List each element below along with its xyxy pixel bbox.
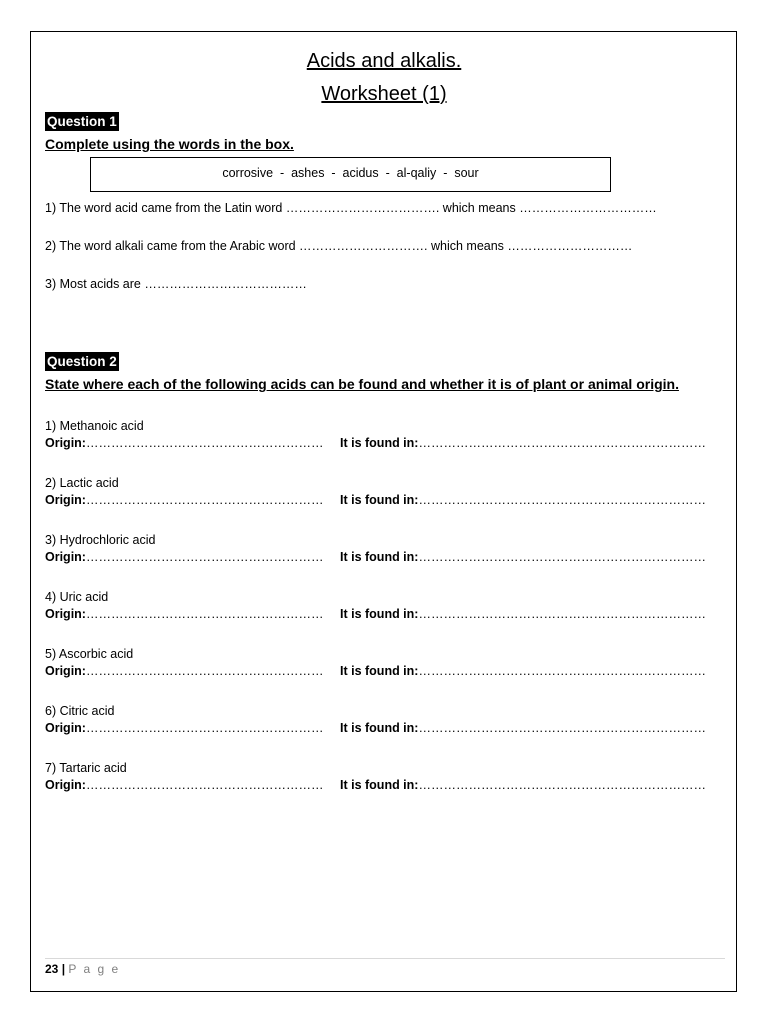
found-in-label: It is found in: [340,493,419,507]
found-in-field[interactable] [340,435,706,451]
found-in-label: It is found in: [340,721,419,735]
origin-label: Origin: [45,436,86,450]
origin-label: Origin: [45,493,86,507]
found-in-blank[interactable]: …………………………………………………………… [418,607,706,621]
origin-field[interactable] [45,549,323,565]
acid-name: 4) Uric acid [45,590,109,604]
origin-blank[interactable]: ………………………………………………… [85,436,324,450]
worksheet-title: Acids and alkalis. [306,50,462,72]
origin-field[interactable] [45,663,323,679]
q1-item-3[interactable]: 3) Most acids are ………………………………… [45,277,307,291]
origin-label: Origin: [45,664,86,678]
question-1-instruction: Complete using the words in the box. [45,136,294,152]
footer-separator: | [58,962,69,976]
found-in-label: It is found in: [340,550,419,564]
origin-field[interactable] [45,720,323,736]
acid-name: 1) Methanoic acid [45,419,144,433]
footer-divider [45,958,725,959]
origin-blank[interactable]: ………………………………………………… [85,607,324,621]
origin-label: Origin: [45,607,86,621]
found-in-field[interactable] [340,720,706,736]
acid-name: 2) Lactic acid [45,476,119,490]
origin-label: Origin: [45,550,86,564]
q1-item-2[interactable]: 2) The word alkali came from the Arabic word …………………………. which means ………………………… [45,239,633,253]
word-box: corrosive - ashes - acidus - al-qaliy - sour [90,157,611,192]
acid-name: 6) Citric acid [45,704,115,718]
found-in-blank[interactable]: …………………………………………………………… [418,664,706,678]
found-in-blank[interactable]: …………………………………………………………… [418,493,706,507]
origin-blank[interactable]: ………………………………………………… [85,664,324,678]
found-in-field[interactable] [340,492,706,508]
found-in-blank[interactable]: …………………………………………………………… [418,550,706,564]
found-in-blank[interactable]: …………………………………………………………… [418,778,706,792]
origin-blank[interactable]: ………………………………………………… [85,721,324,735]
origin-field[interactable] [45,777,323,793]
page-footer [45,961,120,977]
found-in-field[interactable] [340,606,706,622]
found-in-label: It is found in: [340,778,419,792]
question-1-label: Question 1 [47,114,117,129]
acid-name: 5) Ascorbic acid [45,647,134,661]
origin-blank[interactable]: ………………………………………………… [85,550,324,564]
origin-label: Origin: [45,721,86,735]
found-in-label: It is found in: [340,664,419,678]
found-in-field[interactable] [340,777,706,793]
worksheet-subtitle: Worksheet (1) [321,83,447,105]
origin-field[interactable] [45,606,323,622]
q1-item-1[interactable]: 1) The word acid came from the Latin word ………………………………. which means …………………………… [45,201,657,215]
origin-field[interactable] [45,435,323,451]
acid-name: 3) Hydrochloric acid [45,533,156,547]
found-in-field[interactable] [340,663,706,679]
found-in-label: It is found in: [340,436,419,450]
origin-field[interactable] [45,492,323,508]
page-word: P a g e [68,962,121,976]
question-2-label: Question 2 [47,354,117,369]
origin-blank[interactable]: ………………………………………………… [85,493,324,507]
found-in-blank[interactable]: …………………………………………………………… [418,436,706,450]
origin-blank[interactable]: ………………………………………………… [85,778,324,792]
found-in-label: It is found in: [340,607,419,621]
origin-label: Origin: [45,778,86,792]
found-in-field[interactable] [340,549,706,565]
page-number: 23 [45,962,59,976]
question-2-instruction: State where each of the following acids can be found and whether it is of plant or animal origin. [45,376,679,392]
found-in-blank[interactable]: …………………………………………………………… [418,721,706,735]
acid-name: 7) Tartaric acid [45,761,127,775]
